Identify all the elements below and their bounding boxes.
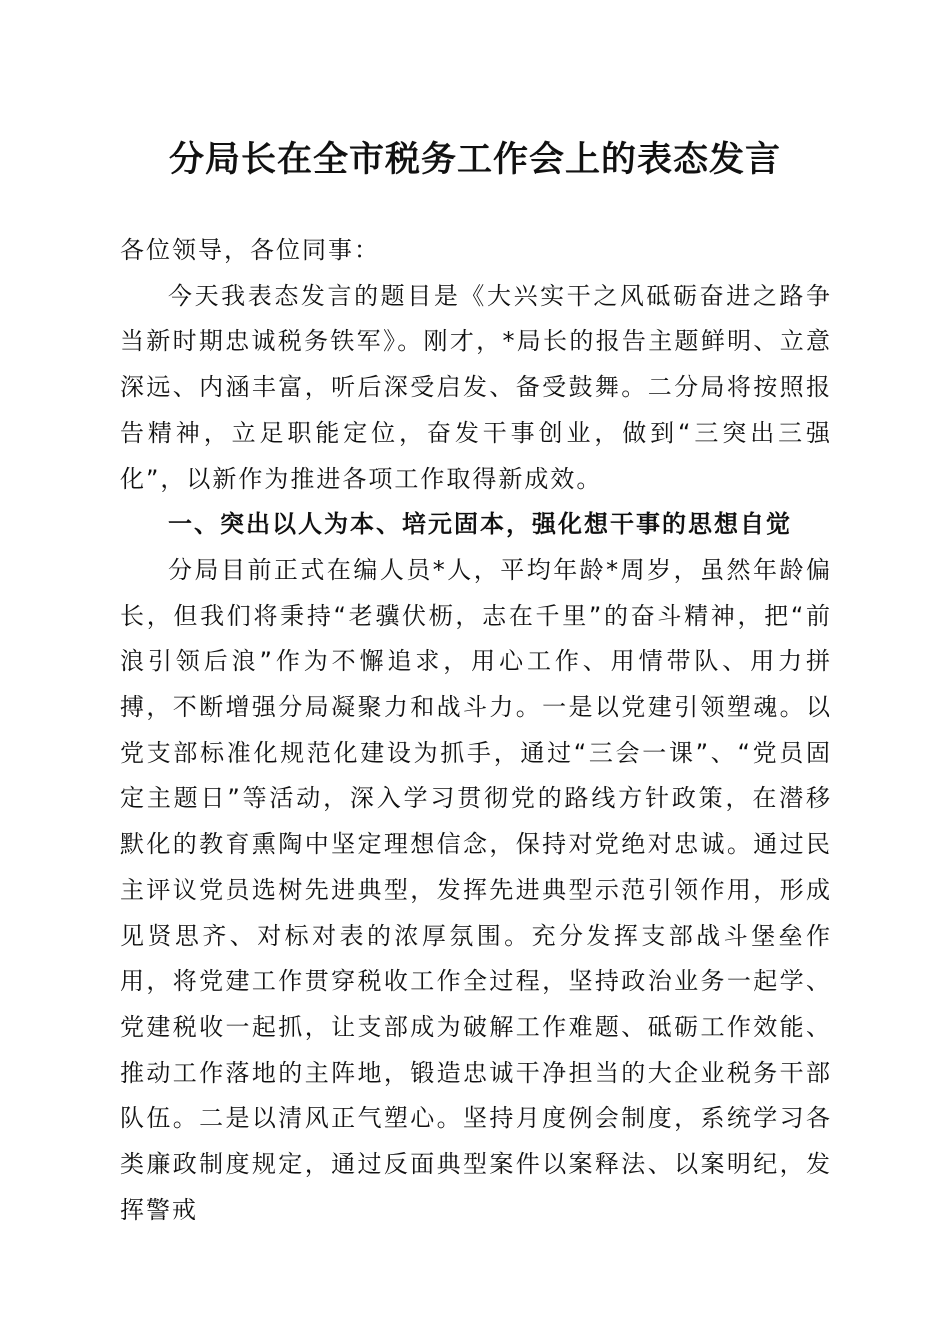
- document-body: [120, 228, 832, 1233]
- document-title: 分局长在全市税务工作会上的表态发言: [168, 139, 781, 180]
- section-1-heading: 一、突出以人为本、培元固本，强化想干事的思想自觉: [168, 510, 792, 539]
- salutation: 各位领导，各位同事：: [120, 236, 380, 264]
- section-1-paragraph: 分局目前正式在编人员*人，平均年龄*周岁，虽然年龄偏长，但我们将秉持“老骥伏枥，志在千里”的奋斗精神，把“前浪引领后浪”作为不懈追求，用心工作、用情带队、用力拼搏，不断增强分局凝聚力和战斗力。一是以党建引领塑魂。以党支部标准化规范化建设为抓手，通过“三会一课”、“党员固定主题日”等活动，深入学习贯彻党的路线方针政策，在潜移默化的教育熏陶中坚定理想信念，保持对党绝对忠诚。通过民主评议党员选树先进典型，发挥先进典型示范引领作用，形成见贤思齐、对标对表的浓厚氛围。充分发挥支部战斗堡垒作用，将党建工作贯穿税收工作全过程，坚持政治业务一起学、党建税收一起抓，让支部成为破解工作难题、砥砺工作效能、推动工作落地的主阵地，锻造忠诚干净担当的大企业税务干部队伍。二是以清风正气塑心。坚持月度例会制度，系统学习各类廉政制度规定，通过反面典型案件以案释法、以案明纪，发挥警戒: [120, 555, 832, 1224]
- intro-paragraph: 今天我表态发言的题目是《大兴实干之风砥砺奋进之路争当新时期忠诚税务铁军》。刚才，*局长的报告主题鲜明、立意深远、内涵丰富，听后深受启发、备受鼓舞。二分局将按照报告精神，立足职能定位，奋发干事创业，做到“三突出三强化”，以新作为推进各项工作取得新成效。: [120, 281, 832, 493]
